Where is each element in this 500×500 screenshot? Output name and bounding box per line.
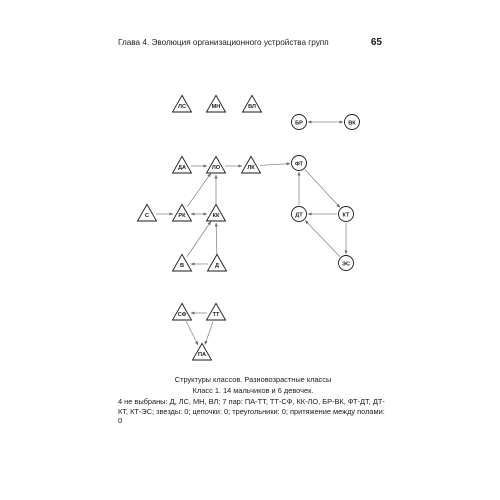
node-kk (207, 204, 226, 221)
edge-lk-ft (260, 164, 290, 166)
node-mn (207, 95, 226, 112)
node-label: ЛС (178, 104, 186, 110)
node-label: ПА (197, 352, 207, 358)
chapter-title: Глава 4. Эволюция организационного устройства групп (118, 38, 329, 47)
node-vk (345, 115, 360, 130)
figure-caption-notes: 4 не выбраны: Д, ЛС, МН, ВЛ; 7 пар: ПА-ТТ, ТТ-СФ, КК-ЛО, БР-ВК, ФТ-ДТ, ДТ-КТ, КТ-ЭС; звезды: 0; цепочки: 0; треугольники: 0; притяжение между полами: 0 (118, 397, 385, 426)
node-rk (173, 204, 192, 221)
node-br (292, 115, 307, 130)
figure-caption-title: Структуры классов. Разновозрастные классы (174, 375, 332, 384)
node-s (138, 204, 157, 221)
edge-ft-kt (305, 170, 340, 208)
page-number: 65 (370, 37, 382, 48)
node-label: СФ (177, 312, 187, 318)
node-label: КТ (342, 212, 350, 219)
edge-tt-pa (205, 322, 213, 345)
node-es (339, 256, 354, 271)
node-v (173, 254, 192, 271)
node-pa (193, 343, 212, 360)
node-label: ТТ (212, 312, 220, 318)
node-label: В (179, 263, 185, 269)
node-lo (207, 156, 226, 173)
node-label: С (144, 213, 150, 219)
node-label: БР (295, 120, 303, 127)
node-label: ДТ (295, 212, 303, 219)
node-label: ЛК (247, 165, 255, 171)
edge-es-dt (305, 221, 340, 257)
node-label: МН (211, 104, 221, 110)
node-lc (173, 95, 192, 112)
node-vl (243, 95, 262, 112)
edge-v-kk (187, 221, 211, 256)
node-label: ДА (177, 165, 187, 171)
node-dt (292, 207, 307, 222)
node-d (208, 254, 227, 271)
edge-rk-lo (187, 173, 211, 206)
node-sf (173, 303, 192, 320)
node-label: ВК (348, 120, 356, 127)
node-label: Д (215, 263, 219, 269)
edge-sf-pa (186, 321, 198, 345)
node-label: РК (178, 213, 186, 219)
node-label: КК (212, 213, 220, 219)
node-lk (242, 156, 261, 173)
node-label: ЛО (211, 165, 221, 171)
node-kt (339, 207, 354, 222)
figure-caption-class: Класс 1. 14 мальчиков и 6 девочек. (192, 386, 314, 395)
edge-d-kk (216, 223, 217, 255)
nodes-layer (138, 95, 360, 360)
node-da (173, 156, 192, 173)
node-tt (207, 303, 226, 320)
node-label: ВЛ (248, 104, 256, 110)
node-ft (292, 156, 307, 171)
node-label: ФТ (295, 161, 303, 168)
node-label: ЭС (341, 261, 351, 268)
